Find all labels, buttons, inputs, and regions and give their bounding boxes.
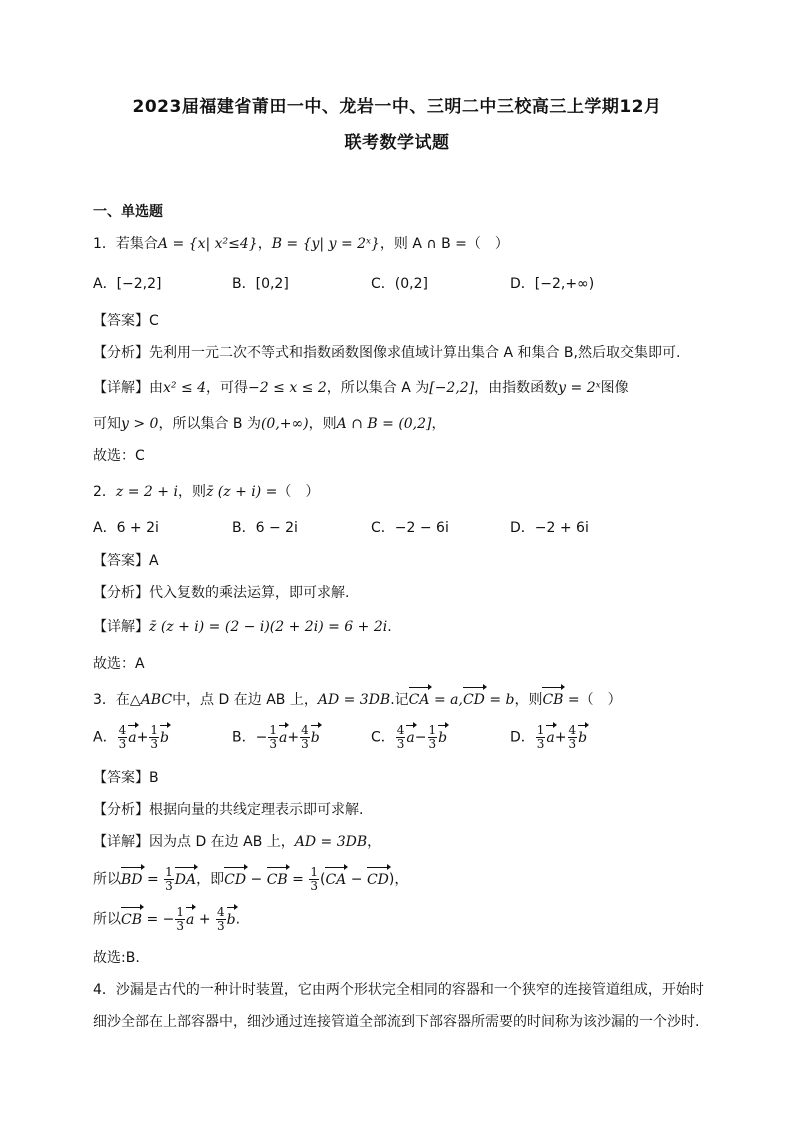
q1-detail2-mid2: ，则 — [308, 416, 337, 432]
q3-stem — [93, 690, 622, 710]
q1-detail2-math: y > 0 — [121, 416, 159, 432]
q4-stem-line1: 4．沙漏是古代的一种计时装置，它由两个形状完全相同的容器和一个狭窄的连接管道组成，开始时 — [93, 982, 704, 998]
q1-option-a: A．[−2,2] — [93, 276, 162, 292]
q3-detail2-paren-close: )， — [388, 871, 409, 888]
q3-detail-3 — [93, 906, 240, 933]
q1-detail2-math3: A ∩ B = (0,2] — [336, 416, 432, 432]
q2-detail — [93, 617, 392, 637]
q2-option-a: A．6 + 2i — [93, 520, 159, 536]
q2-detail-prefix: 【详解】 — [93, 619, 149, 635]
q3-option-d-num2: 4 — [568, 723, 577, 737]
q2-stem — [93, 482, 319, 502]
q3-option-c-frac2 — [428, 724, 438, 751]
q1-conclusion: 故选：C — [93, 448, 145, 464]
q3-option-a-vec1: a — [128, 729, 137, 746]
q1-stem — [93, 234, 509, 254]
q3-detail2-num1: 1 — [165, 865, 173, 879]
q3-option-d-frac1 — [536, 724, 546, 751]
q3-detail3-plus: + — [194, 911, 216, 928]
q1-option-b: B．[0,2] — [232, 276, 289, 292]
q1-set-a: A = {x| x²≤4} — [157, 236, 258, 252]
q3-option-d — [510, 724, 587, 751]
q2-stem-prefix: 2． — [93, 484, 116, 500]
q2-option-d: D．−2 + 6i — [510, 520, 589, 536]
q3-option-a-den1: 3 — [118, 737, 127, 751]
q3-option-b — [232, 724, 320, 751]
q3-detail2-den1: 3 — [165, 879, 173, 893]
q3-option-c-frac1 — [396, 724, 406, 751]
exam-title-line1: 2023届福建省莆田一中、龙岩一中、三明二中三校高三上学期12月 — [132, 97, 662, 117]
q3-option-b-num2: 4 — [301, 723, 309, 737]
q3-detail1-prefix: 【详解】因为点 D 在边 AB 上， — [93, 834, 295, 850]
q3-option-d-den1: 3 — [536, 737, 545, 751]
q2-detail-math: z̄ (z + i) = (2 − i)(2 + 2i) = 6 + 2i — [149, 619, 388, 635]
q1-detail1-math: x² ≤ 4 — [163, 380, 207, 396]
q3-option-c-den1: 3 — [396, 737, 405, 751]
q3-detail3-den2: 3 — [217, 919, 225, 933]
q3-option-b-vec2: b — [310, 729, 320, 746]
q3-detail2-eq2: = — [287, 871, 309, 888]
q1-detail2-math2: (0,+∞) — [260, 416, 309, 432]
q3-option-d-den2: 3 — [568, 737, 577, 751]
q3-option-c-num2: 1 — [428, 723, 437, 737]
q3-detail3-num2: 4 — [217, 905, 225, 919]
q1-stem-prefix: 1．若集合 — [93, 236, 158, 252]
q2-stem-suffix: （ ） — [277, 484, 320, 500]
q3-option-b-vec1: a — [278, 729, 288, 746]
q3-detail1-math: AD = 3DB — [294, 834, 368, 850]
q1-detail1-mid3: ，由指数函数 — [474, 380, 559, 396]
q3-option-b-den2: 3 — [301, 737, 309, 751]
q3-option-b-frac1 — [268, 724, 278, 751]
q3-option-c-op: − — [414, 729, 427, 746]
q3-detail2-vec-cd2: CD — [366, 871, 389, 888]
q1-stem-suffix: ，则 A ∩ B =（ ） — [379, 236, 509, 252]
q3-detail2-vec-cd: CD — [224, 871, 247, 888]
q3-option-a-den2: 3 — [150, 737, 158, 751]
q2-analysis: 【分析】代入复数的乘法运算，即可求解. — [93, 585, 350, 601]
q3-detail3-suffix: . — [235, 911, 241, 928]
q3-stem-math: AD = 3DB — [317, 692, 391, 708]
q3-option-a-vec2: b — [159, 729, 169, 746]
q3-stem-mid3: ，则 — [514, 692, 543, 708]
q3-vector-ca: CA — [408, 692, 430, 708]
q3-option-c-vec2: b — [438, 729, 448, 746]
q3-vector-cb: CB — [542, 692, 564, 708]
q1-detail1-mid: ，可得 — [206, 380, 249, 396]
q3-detail-2 — [93, 866, 408, 893]
q3-eq-a: = a, — [429, 692, 463, 708]
q3-option-b-op: + — [287, 729, 300, 746]
q3-option-b-den1: 3 — [269, 737, 277, 751]
q1-answer: 【答案】C — [93, 313, 159, 329]
q3-option-b-label: B． — [232, 729, 256, 746]
q3-detail2-frac1 — [164, 866, 174, 893]
q3-option-c-den2: 3 — [428, 737, 437, 751]
q3-detail3-num1: 1 — [176, 905, 185, 919]
q1-detail-2 — [93, 414, 446, 434]
q1-detail1-mid2: ，所以集合 A 为 — [326, 380, 430, 396]
q3-option-a-op: + — [136, 729, 149, 746]
q1-option-c: C．(0,2] — [371, 276, 428, 292]
q3-detail2-frac2 — [309, 866, 319, 893]
q3-detail3-vec-b: b — [226, 911, 236, 928]
q3-detail3-frac1 — [175, 906, 185, 933]
q2-option-c: C．−2 − 6i — [371, 520, 449, 536]
q3-option-c — [371, 724, 447, 751]
q1-set-b: B = {y| y = 2ˣ} — [271, 236, 380, 252]
q3-option-c-label: C． — [371, 729, 395, 746]
q3-option-a-frac2 — [149, 724, 159, 751]
q2-stem-mid: ，则 — [177, 484, 206, 500]
q3-option-a-label: A． — [93, 729, 117, 746]
q3-option-b-sign: − — [255, 729, 268, 746]
q3-detail3-den1: 3 — [176, 919, 185, 933]
q3-triangle: △ABC — [129, 692, 173, 708]
q3-option-a-num1: 4 — [118, 723, 127, 737]
q3-option-a-frac1 — [118, 724, 128, 751]
q3-detail1-suffix: ， — [367, 834, 382, 850]
q1-option-d: D．[−2,+∞) — [510, 276, 595, 292]
q2-stem-math: z = 2 + i — [115, 484, 178, 500]
q3-detail3-vec-a: a — [186, 911, 195, 928]
exam-title-line2: 联考数学试题 — [344, 133, 450, 153]
q3-stem-mid2: .记 — [390, 692, 409, 708]
q1-detail2-suffix: ， — [431, 416, 446, 432]
q2-stem-math2: z̄ (z + i) = — [205, 484, 278, 500]
q2-option-b: B．6 − 2i — [232, 520, 298, 536]
q3-stem-prefix: 3．在 — [93, 692, 130, 708]
section-heading: 一、单选题 — [93, 204, 163, 220]
q3-detail2-prefix: 所以 — [93, 871, 121, 888]
q3-option-d-vec2: b — [578, 729, 588, 746]
q3-detail3-frac2 — [216, 906, 226, 933]
q1-stem-mid: ， — [257, 236, 272, 252]
q3-option-b-num1: 1 — [269, 723, 277, 737]
q2-answer: 【答案】A — [93, 553, 159, 569]
q3-option-c-num1: 4 — [396, 723, 405, 737]
q3-detail3-vec-cb: CB — [121, 911, 142, 928]
q3-analysis: 【分析】根据向量的共线定理表示即可求解. — [93, 802, 364, 818]
q3-option-d-frac2 — [568, 724, 578, 751]
q3-detail-1 — [93, 832, 381, 852]
q1-detail2-mid: ，所以集合 B 为 — [158, 416, 261, 432]
q4-stem-line2: 细沙全部在上部容器中，细沙通过连接管道全部流到下部容器所需要的时间称为该沙漏的一个沙时. — [93, 1014, 700, 1030]
q3-conclusion: 故选:B. — [93, 950, 140, 966]
q3-detail2-vec-cb: CB — [266, 871, 288, 888]
q3-option-d-label: D． — [510, 729, 535, 746]
q3-detail2-minus: − — [246, 871, 267, 888]
q3-option-a-num2: 1 — [150, 723, 158, 737]
q3-answer: 【答案】B — [93, 770, 159, 786]
q3-option-d-vec1: a — [546, 729, 555, 746]
q3-detail2-vec-ca: CA — [325, 871, 347, 888]
q3-detail2-minus2: − — [346, 871, 367, 888]
q3-stem-suffix: =（ ） — [563, 692, 622, 708]
q3-detail2-num2: 1 — [310, 865, 318, 879]
q3-detail2-eq: = — [142, 871, 164, 888]
q3-stem-mid: 中，点 D 在边 AB 上， — [172, 692, 318, 708]
q3-option-d-num1: 1 — [536, 723, 545, 737]
q2-conclusion: 故选：A — [93, 656, 145, 672]
q3-vector-cd: CD — [462, 692, 485, 708]
q3-detail2-paren-open: ( — [320, 871, 326, 888]
q1-detail1-math4: y = 2ˣ — [558, 380, 601, 396]
q3-eq-b: = b — [484, 692, 515, 708]
q1-detail1-prefix: 【详解】由 — [93, 380, 163, 396]
q1-detail1-math2: −2 ≤ x ≤ 2 — [248, 380, 327, 396]
q3-detail2-vec-bd: BD — [121, 871, 143, 888]
q3-option-d-op: + — [554, 729, 567, 746]
q3-detail3-prefix: 所以 — [93, 911, 121, 928]
q1-analysis: 【分析】先利用一元二次不等式和指数函数图像求值域计算出集合 A 和集合 B,然后取交集即可. — [93, 345, 681, 361]
q1-detail2-prefix: 可知 — [93, 416, 121, 432]
q1-detail1-suffix: 图像 — [600, 380, 629, 396]
q3-option-c-vec1: a — [406, 729, 415, 746]
q3-detail2-mid: ，即 — [196, 871, 225, 888]
q1-detail1-math3: [−2,2] — [429, 380, 475, 396]
q3-option-a — [93, 724, 169, 751]
q3-detail3-eq: = − — [142, 911, 175, 928]
q3-detail2-den2: 3 — [310, 879, 318, 893]
q3-option-b-frac2 — [300, 724, 310, 751]
q2-detail-suffix: . — [387, 619, 392, 635]
q1-detail-1 — [93, 378, 629, 398]
q3-detail2-vec-da: DA — [174, 871, 197, 888]
